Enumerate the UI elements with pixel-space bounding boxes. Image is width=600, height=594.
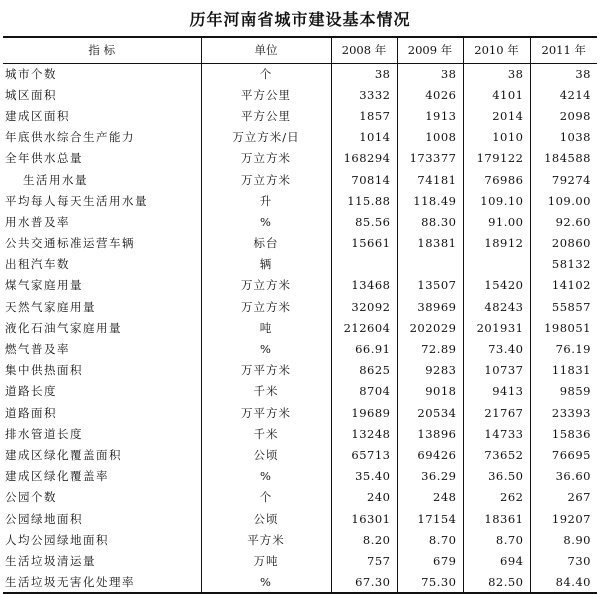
row-value-2009: 74181 <box>397 169 463 190</box>
row-value-2010: 73652 <box>463 444 530 465</box>
header-year-2008: 2008 年 <box>331 37 397 63</box>
table-row <box>3 296 597 317</box>
row-value-2009: 38 <box>397 63 463 84</box>
row-value-2009: 88.30 <box>397 211 463 232</box>
table-row <box>3 105 597 126</box>
table-title: 历年河南省城市建设基本情况 <box>189 10 411 29</box>
row-unit: 万平方米 <box>201 360 331 381</box>
row-value-2008: 66.91 <box>331 338 397 359</box>
row-unit: 升 <box>201 190 331 211</box>
row-value-2008: 8.20 <box>331 529 397 550</box>
row-value-2010: 18361 <box>463 508 530 529</box>
table-row <box>3 487 597 508</box>
table-body <box>3 63 597 593</box>
row-unit: 万吨 <box>201 550 331 571</box>
row-value-2010: 2014 <box>463 105 530 126</box>
row-value-2008: 757 <box>331 550 397 571</box>
table-row <box>3 402 597 423</box>
row-value-2011: 15836 <box>530 423 597 444</box>
row-value-2011: 4214 <box>530 84 597 105</box>
header-year-2011: 2011 年 <box>530 37 597 63</box>
row-indicator-name: 排水管道长度 <box>5 426 83 441</box>
row-value-2008: 16301 <box>331 508 397 529</box>
row-value-2009: 1008 <box>397 127 463 148</box>
row-unit: % <box>201 466 331 487</box>
row-unit: % <box>201 211 331 232</box>
header-indicator: 指 标 <box>3 37 201 63</box>
row-value-2011: 109.00 <box>530 190 597 211</box>
row-value-2010: 262 <box>463 487 530 508</box>
row-value-2008: 240 <box>331 487 397 508</box>
header-year-2010: 2010 年 <box>463 37 530 63</box>
row-value-2011: 8.90 <box>530 529 597 550</box>
row-value-2009: 72.89 <box>397 338 463 359</box>
row-value-2009: 13507 <box>397 275 463 296</box>
row-value-2011: 38 <box>530 63 597 84</box>
table-row <box>3 466 597 487</box>
row-value-2010: 14733 <box>463 423 530 444</box>
row-value-2010 <box>463 254 530 275</box>
row-value-2010: 76986 <box>463 169 530 190</box>
table-row <box>3 254 597 275</box>
row-value-2009: 9018 <box>397 381 463 402</box>
header-year-2009: 2009 年 <box>397 37 463 63</box>
row-value-2010: 82.50 <box>463 572 530 593</box>
row-value-2010: 9413 <box>463 381 530 402</box>
row-value-2009: 17154 <box>397 508 463 529</box>
row-indicator-name: 全年供水总量 <box>5 151 83 166</box>
row-unit: 个 <box>201 487 331 508</box>
row-indicator-name: 用水普及率 <box>5 214 70 229</box>
row-value-2008: 67.30 <box>331 572 397 593</box>
table-header <box>3 37 597 63</box>
row-value-2008: 3332 <box>331 84 397 105</box>
row-value-2011: 79274 <box>530 169 597 190</box>
row-value-2011: 84.40 <box>530 572 597 593</box>
table-row <box>3 423 597 444</box>
row-unit: 万立方米 <box>201 296 331 317</box>
row-value-2011: 14102 <box>530 275 597 296</box>
row-unit: 个 <box>201 63 331 84</box>
row-value-2011: 19207 <box>530 508 597 529</box>
row-indicator-name: 煤气家庭用量 <box>5 278 83 293</box>
row-value-2010: 48243 <box>463 296 530 317</box>
row-value-2010: 36.50 <box>463 466 530 487</box>
row-value-2010: 179122 <box>463 148 530 169</box>
row-indicator-name: 城区面积 <box>5 87 57 102</box>
row-value-2010: 694 <box>463 550 530 571</box>
row-value-2008: 115.88 <box>331 190 397 211</box>
row-unit: % <box>201 572 331 593</box>
row-value-2009: 4026 <box>397 84 463 105</box>
row-value-2010: 38 <box>463 63 530 84</box>
row-value-2011: 2098 <box>530 105 597 126</box>
row-value-2010: 91.00 <box>463 211 530 232</box>
row-indicator-name: 公共交通标准运营车辆 <box>5 236 135 251</box>
row-value-2010: 18912 <box>463 233 530 254</box>
row-indicator-name: 年底供水综合生产能力 <box>5 130 135 145</box>
row-indicator-name: 建成区面积 <box>5 108 70 123</box>
data-table <box>3 36 597 594</box>
header-row <box>3 37 597 63</box>
row-unit: 万立方米/日 <box>201 127 331 148</box>
row-value-2011: 58132 <box>530 254 597 275</box>
row-indicator-name: 生活垃圾无害化处理率 <box>3 572 201 593</box>
row-value-2010: 21767 <box>463 402 530 423</box>
row-value-2009: 248 <box>397 487 463 508</box>
row-unit: 万立方米 <box>201 148 331 169</box>
row-indicator-name: 出租汽车数 <box>5 257 70 272</box>
row-value-2009: 13896 <box>397 423 463 444</box>
row-unit: 平方公里 <box>201 84 331 105</box>
row-value-2010: 10737 <box>463 360 530 381</box>
row-value-2008: 38 <box>331 63 397 84</box>
row-indicator-name: 建成区绿化覆盖率 <box>5 469 109 484</box>
row-value-2008: 1857 <box>331 105 397 126</box>
row-value-2008 <box>331 254 397 275</box>
row-value-2008: 168294 <box>331 148 397 169</box>
row-value-2011: 198051 <box>530 317 597 338</box>
row-value-2008: 70814 <box>331 169 397 190</box>
table-row <box>3 508 597 529</box>
row-value-2011: 267 <box>530 487 597 508</box>
table-row <box>3 190 597 211</box>
row-value-2009 <box>397 254 463 275</box>
row-indicator-name: 公园个数 <box>5 490 57 505</box>
row-value-2011: 76695 <box>530 444 597 465</box>
table-row <box>3 211 597 232</box>
table-row <box>3 233 597 254</box>
table-row <box>3 148 597 169</box>
table-row <box>3 63 597 84</box>
row-indicator-name: 建成区绿化覆盖面积 <box>5 447 122 462</box>
table-row <box>3 127 597 148</box>
table-row <box>3 550 597 571</box>
row-value-2011: 23393 <box>530 402 597 423</box>
table-row <box>3 338 597 359</box>
row-value-2010: 1010 <box>463 127 530 148</box>
table-row <box>3 169 597 190</box>
row-unit: 千米 <box>201 381 331 402</box>
table-row <box>3 529 597 550</box>
row-unit: % <box>201 338 331 359</box>
row-value-2010: 8.70 <box>463 529 530 550</box>
row-value-2008: 65713 <box>331 444 397 465</box>
row-unit: 公顷 <box>201 444 331 465</box>
row-indicator-name: 人均公园绿地面积 <box>5 532 109 547</box>
row-value-2009: 173377 <box>397 148 463 169</box>
row-unit: 平方公里 <box>201 105 331 126</box>
row-value-2009: 36.29 <box>397 466 463 487</box>
row-value-2011: 76.19 <box>530 338 597 359</box>
row-value-2011: 184588 <box>530 148 597 169</box>
row-indicator-name: 燃气普及率 <box>5 342 70 357</box>
row-value-2008: 32092 <box>331 296 397 317</box>
row-indicator-name: 液化石油气家庭用量 <box>5 320 122 335</box>
row-value-2010: 109.10 <box>463 190 530 211</box>
row-value-2009: 69426 <box>397 444 463 465</box>
table-row <box>3 444 597 465</box>
row-indicator-name: 道路长度 <box>5 384 57 399</box>
table-row <box>3 84 597 105</box>
row-value-2009: 8.70 <box>397 529 463 550</box>
row-value-2008: 35.40 <box>331 466 397 487</box>
row-indicator-name: 城市个数 <box>5 66 57 81</box>
row-value-2009: 9283 <box>397 360 463 381</box>
table-row <box>3 317 597 338</box>
row-value-2008: 19689 <box>331 402 397 423</box>
row-value-2009: 118.49 <box>397 190 463 211</box>
row-unit: 平方米 <box>201 529 331 550</box>
row-value-2009: 1913 <box>397 105 463 126</box>
row-value-2009: 75.30 <box>397 572 463 593</box>
row-value-2011: 20860 <box>530 233 597 254</box>
row-unit: 万立方米 <box>201 275 331 296</box>
row-unit: 辆 <box>201 254 331 275</box>
row-value-2008: 13248 <box>331 423 397 444</box>
table-row <box>3 381 597 402</box>
row-unit: 千米 <box>201 423 331 444</box>
row-value-2009: 38969 <box>397 296 463 317</box>
row-value-2011: 1038 <box>530 127 597 148</box>
row-value-2008: 8625 <box>331 360 397 381</box>
table-row <box>3 275 597 296</box>
row-unit: 万平方米 <box>201 402 331 423</box>
row-unit: 吨 <box>201 317 331 338</box>
row-indicator-name: 集中供热面积 <box>5 363 83 378</box>
row-value-2009: 20534 <box>397 402 463 423</box>
row-value-2008: 15661 <box>331 233 397 254</box>
row-indicator-name: 生活垃圾清运量 <box>5 553 96 568</box>
row-value-2011: 9859 <box>530 381 597 402</box>
row-value-2008: 1014 <box>331 127 397 148</box>
row-value-2010: 73.40 <box>463 338 530 359</box>
row-indicator-name: 生活用水量 <box>23 172 88 187</box>
row-unit: 万立方米 <box>201 169 331 190</box>
row-indicator-name: 天然气家庭用量 <box>5 299 96 314</box>
row-indicator-name: 公园绿地面积 <box>5 511 83 526</box>
row-value-2011: 730 <box>530 550 597 571</box>
row-value-2010: 201931 <box>463 317 530 338</box>
row-value-2011: 55857 <box>530 296 597 317</box>
row-indicator-name: 平均每人每天生活用水量 <box>5 193 148 208</box>
row-value-2008: 85.56 <box>331 211 397 232</box>
row-unit: 标台 <box>201 233 331 254</box>
row-value-2011: 36.60 <box>530 466 597 487</box>
row-value-2010: 4101 <box>463 84 530 105</box>
row-value-2010: 15420 <box>463 275 530 296</box>
row-indicator-name: 道路面积 <box>5 405 57 420</box>
table-row <box>3 572 597 593</box>
row-value-2009: 18381 <box>397 233 463 254</box>
header-unit: 单位 <box>201 37 331 63</box>
row-value-2008: 212604 <box>331 317 397 338</box>
row-unit: 公顷 <box>201 508 331 529</box>
row-value-2009: 679 <box>397 550 463 571</box>
table-row <box>3 360 597 381</box>
row-value-2009: 202029 <box>397 317 463 338</box>
row-value-2008: 8704 <box>331 381 397 402</box>
row-value-2011: 11831 <box>530 360 597 381</box>
row-value-2011: 92.60 <box>530 211 597 232</box>
row-value-2008: 13468 <box>331 275 397 296</box>
